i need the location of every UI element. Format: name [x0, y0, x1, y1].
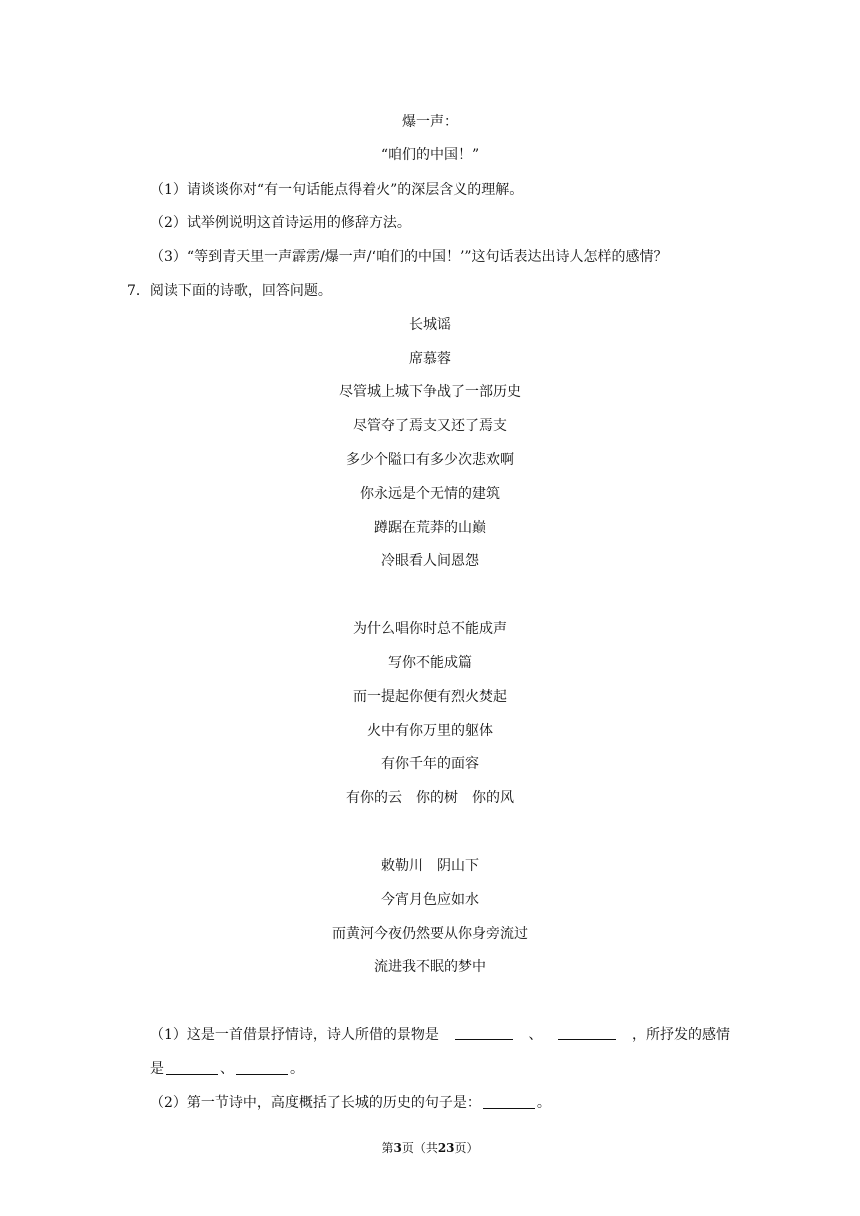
- question-7-1: [150, 1025, 730, 1045]
- separator: 、: [528, 1027, 543, 1043]
- poem-line: 为什么唱你时总不能成声: [353, 621, 507, 637]
- poem-line: 有你千年的面容: [381, 756, 479, 772]
- poem-line: 尽管城上城下争战了一部历史: [339, 384, 521, 400]
- separator: 、: [220, 1061, 234, 1077]
- poem-title: 长城谣: [409, 317, 451, 333]
- poem-line: 冷眼看人间恩怨: [381, 553, 479, 569]
- question-text: （1）这是一首借景抒情诗，诗人所借的景物是: [150, 1027, 439, 1043]
- poem-line: 火中有你万里的躯体: [367, 723, 493, 739]
- question-text: 。: [536, 1095, 551, 1111]
- question-6-2: （2）试举例说明这首诗运用的修辞方法。: [150, 215, 411, 231]
- question-text: （2）第一节诗中，高度概括了长城的历史的句子是：: [150, 1095, 481, 1111]
- question-6-3: （3）“等到青天里一声霹雳/爆一声/‘咱们的中国！’”这句话表达出诗人怎样的感情？: [150, 249, 668, 265]
- question-7-header: 7．阅读下面的诗歌，回答问题。: [127, 283, 332, 299]
- poem-line: 爆一声：: [402, 114, 458, 130]
- poem-line: 敕勒川 阴山下: [381, 858, 479, 874]
- poem-line: “咱们的中国！”: [380, 147, 480, 163]
- poem-line: 而一提起你便有烈火焚起: [353, 689, 507, 705]
- footer-text: 页（共: [401, 1141, 438, 1155]
- poem-line: 而黄河今夜仍然要从你身旁流过: [332, 926, 528, 942]
- question-text: 是: [150, 1061, 164, 1077]
- poem-author: 席慕蓉: [409, 351, 451, 367]
- question-text: 。: [290, 1061, 304, 1077]
- answer-blank[interactable]: [166, 1060, 218, 1075]
- poem-line: 蹲踞在荒莽的山巅: [374, 520, 486, 536]
- answer-blank[interactable]: [455, 1025, 513, 1040]
- poem-line: 尽管夺了焉支又还了焉支: [353, 418, 507, 434]
- poem-line: 今宵月色应如水: [381, 892, 479, 908]
- answer-blank[interactable]: [558, 1025, 616, 1040]
- question-7-1-cont: [150, 1059, 304, 1079]
- poem-line: 有你的云 你的树 你的风: [346, 790, 514, 806]
- page-footer: [0, 1140, 860, 1156]
- total-pages: 23: [437, 1141, 455, 1155]
- page-number: 3: [393, 1141, 402, 1155]
- question-text: ，所抒发的感情: [631, 1027, 730, 1043]
- poem-line: 流进我不眠的梦中: [374, 959, 486, 975]
- footer-text: 第: [381, 1141, 394, 1155]
- poem-line: 你永远是个无情的建筑: [360, 486, 500, 502]
- footer-text: 页）: [454, 1141, 479, 1155]
- answer-blank[interactable]: [483, 1094, 535, 1109]
- answer-blank[interactable]: [236, 1060, 288, 1075]
- poem-line: 写你不能成篇: [388, 655, 472, 671]
- question-6-1: （1）请谈谈你对“有一句话能点得着火”的深层含义的理解。: [150, 182, 524, 198]
- question-7-2: [150, 1093, 551, 1113]
- poem-line: 多少个隘口有多少次悲欢啊: [346, 452, 514, 468]
